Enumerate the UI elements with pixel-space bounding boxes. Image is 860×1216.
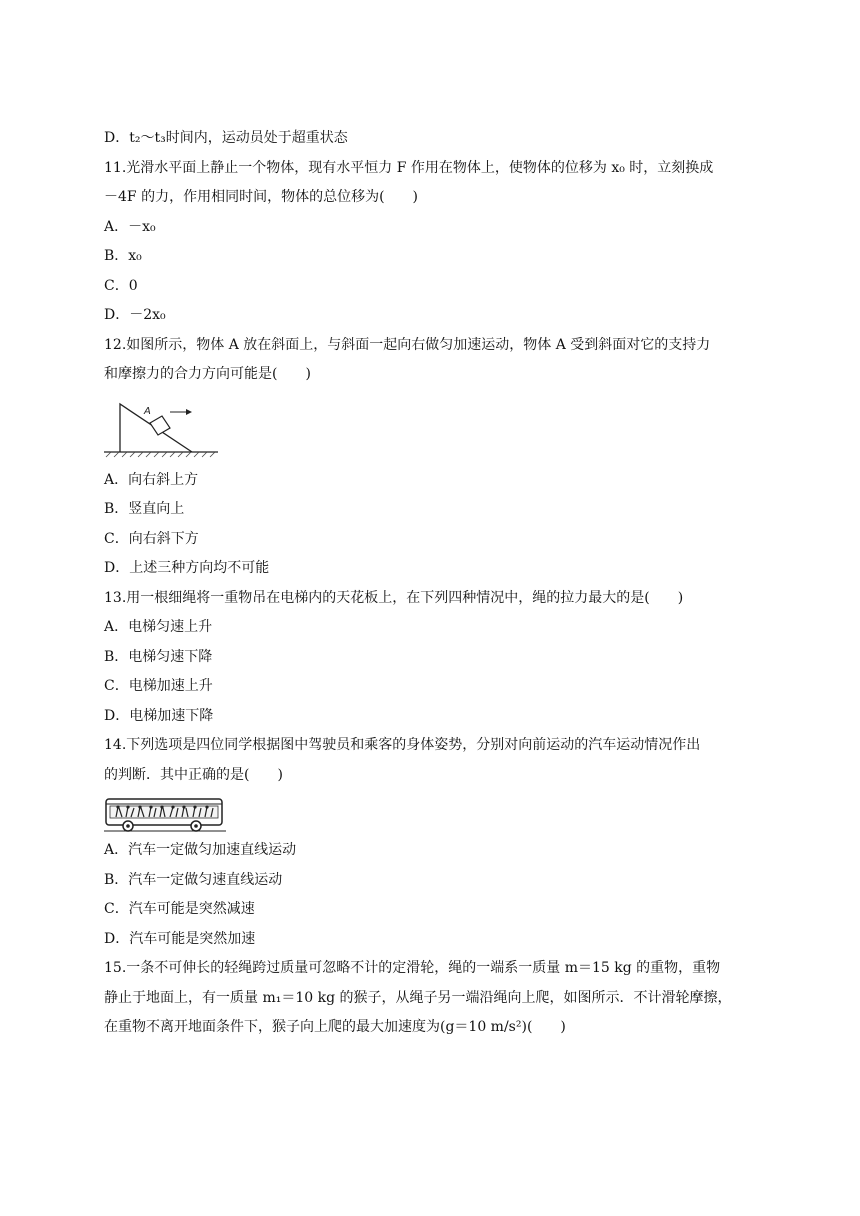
q15-stem-line3: 在重物不离开地面条件下，猴子向上爬的最大加速度为(g＝10 m/s²)( ) [104,1019,566,1035]
q11-stem-line2: －4F 的力，作用相同时间，物体的总位移为( ) [104,189,418,205]
q12-stem-line2: 和摩擦力的合力方向可能是( ) [104,366,311,382]
q13-option-c: C．电梯加速上升 [104,678,213,694]
q15-stem-line2: 静止于地面上，有一质量 m₁＝10 kg 的猴子，从绳子另一端沿绳向上爬，如图所示．不计滑轮摩擦， [104,989,732,1006]
q11-option-b: B．x₀ [104,248,142,264]
q10-option-d: D．t₂～t₃时间内，运动员处于超重状态 [104,130,348,146]
incline-figure [104,396,756,464]
q14-option-a: A．汽车一定做匀加速直线运动 [104,842,297,858]
q12-option-d: D．上述三种方向均不可能 [104,560,270,576]
q14-stem-line1: 14.下列选项是四位同学根据图中驾驶员和乘客的身体姿势，分别对向前运动的汽车运动情况作出 [104,737,701,753]
q13-option-a: A．电梯匀速上升 [104,619,213,635]
q14-option-b: B．汽车一定做匀速直线运动 [104,871,283,888]
q13-option-b: B．电梯匀速下降 [104,648,213,665]
q12-stem-line1: 12.如图所示，物体 A 放在斜面上，与斜面一起向右做匀加速运动，物体 A 受到斜面对它的支持力 [104,336,711,353]
q11-option-a: A．－x₀ [104,218,156,235]
q14-option-c: C．汽车可能是突然减速 [104,901,255,917]
q11-option-c: C．0 [104,277,138,294]
q12-option-c: C．向右斜下方 [104,530,199,547]
q14-stem-line2: 的判断．其中正确的是( ) [104,766,283,783]
block-label: A [144,405,151,417]
q14-option-d: D．汽车可能是突然加速 [104,930,256,947]
q13-option-d: D．电梯加速下降 [104,707,214,724]
q11-option-d: D．－2x₀ [104,307,166,323]
bus-figure [104,796,756,834]
question-page [104,124,756,1043]
q13-stem-line1: 13.用一根细绳将一重物吊在电梯内的天花板上，在下列四种情况中，绳的拉力最大的是( ) [104,589,684,606]
q12-option-a: A．向右斜上方 [104,471,199,488]
q11-stem-line1: 11.光滑水平面上静止一个物体，现有水平恒力 F 作用在物体上，使物体的位移为 x₀ 时，立刻换成 [104,159,714,176]
q12-option-b: B．竖直向上 [104,501,185,517]
q15-stem-line1: 15.一条不可伸长的轻绳跨过质量可忽略不计的定滑轮，绳的一端系一质量 m＝15 kg 的重物，重物 [104,960,721,976]
